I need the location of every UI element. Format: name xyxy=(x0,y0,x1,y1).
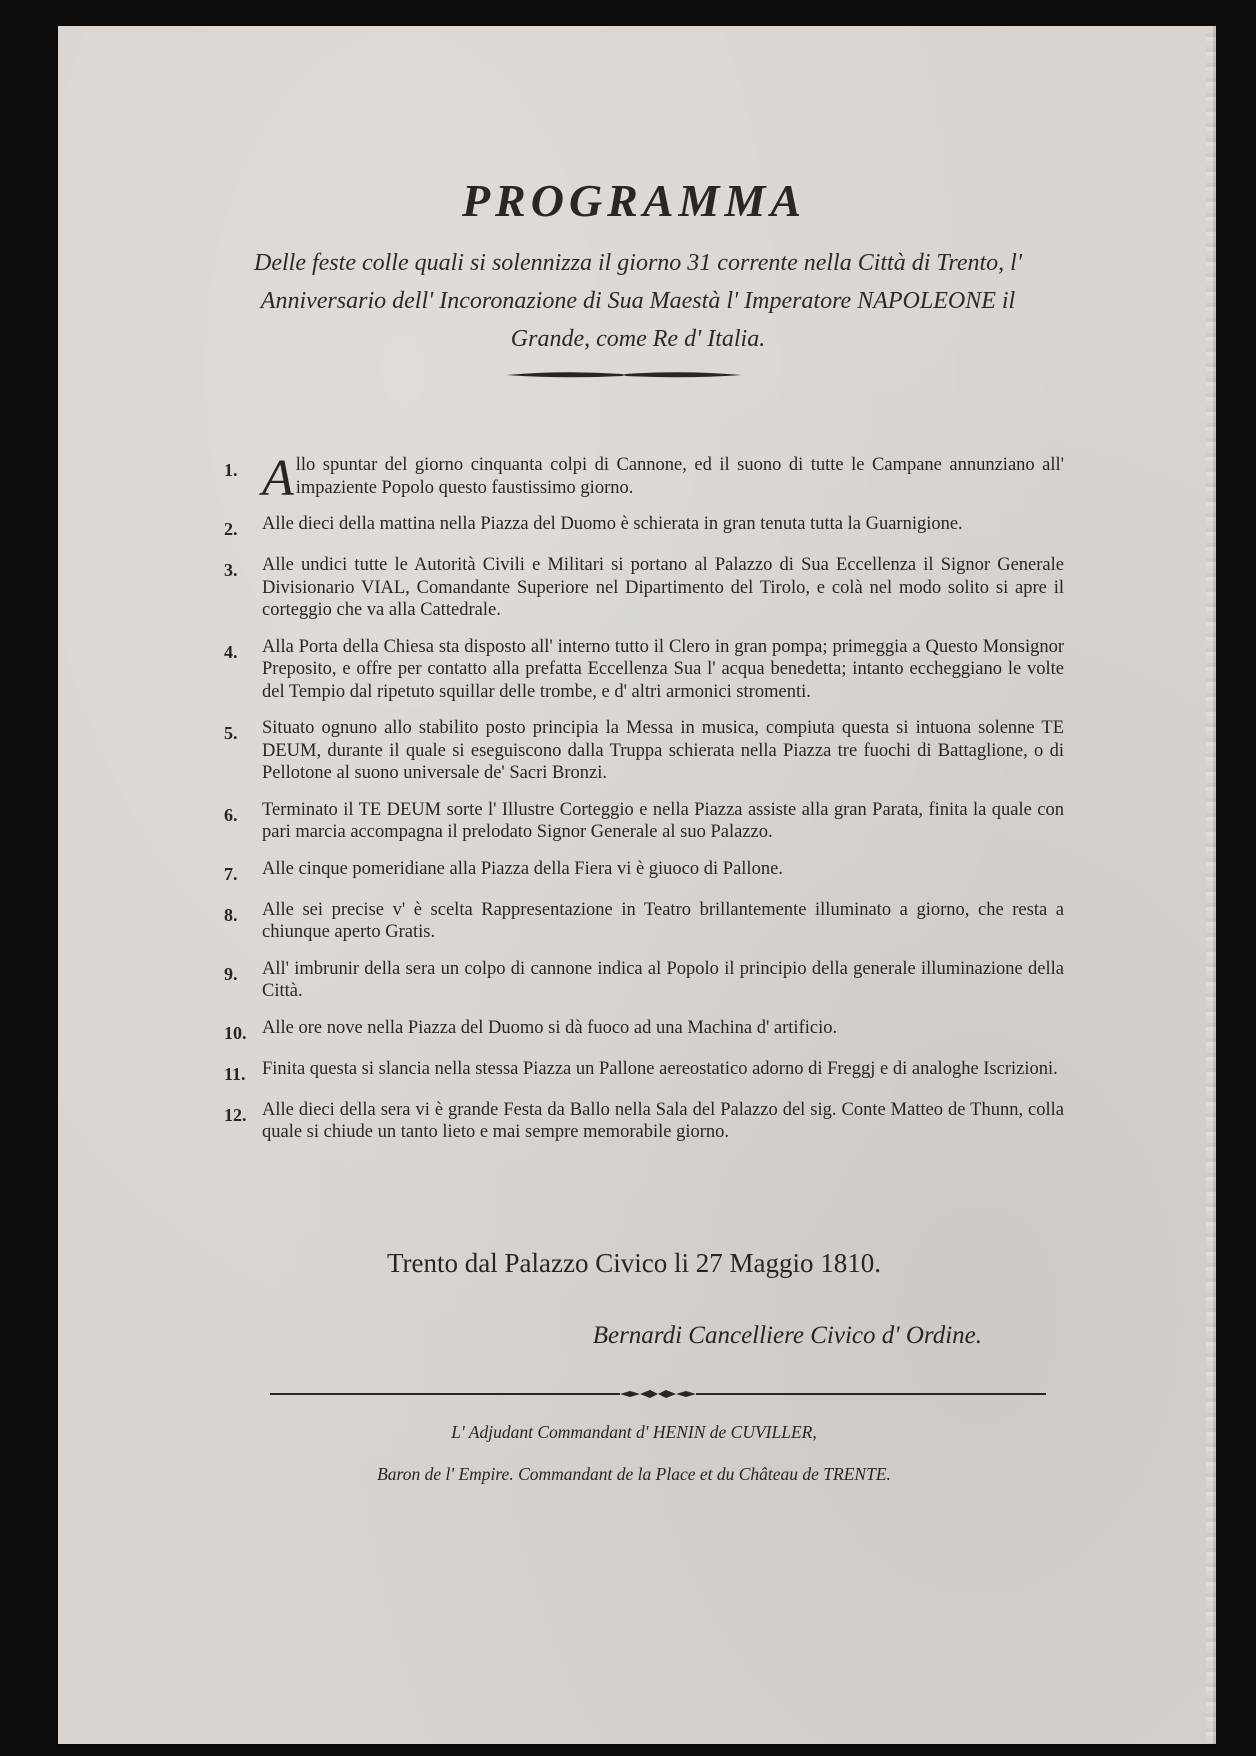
signature: Bernardi Cancelliere Civico d' Ordine. xyxy=(592,1322,982,1349)
program-item xyxy=(224,450,1064,507)
ornament-divider xyxy=(504,368,744,382)
document-sheet xyxy=(58,26,1213,1744)
program-item-number: 2. xyxy=(224,519,238,539)
program-item xyxy=(224,717,1064,785)
program-item xyxy=(224,958,1064,1003)
program-item-number: 11. xyxy=(224,1063,246,1084)
program-list xyxy=(224,450,1064,1158)
program-item-number: 4. xyxy=(224,641,238,662)
program-item xyxy=(224,1099,1064,1144)
footer-line-baron: Baron de l' Empire. Commandant de la Place et du Château de TRENTE. xyxy=(377,1464,891,1484)
program-item-number: 9. xyxy=(224,963,238,984)
program-item-number: 7. xyxy=(224,863,238,884)
document-subtitle: Delle feste colle quali si solennizza il giorno 31 corrente nella Città di Trento, l' Anniversario dell' Incoronazione di Sua Maestà l' Imperatore NAPOLEONE il Grande, come Re d' Italia. xyxy=(254,250,1022,352)
program-item-text: Alle ore nove nella Piazza del Duomo si dà fuoco ad una Machina d' artificio. xyxy=(262,1017,838,1038)
program-item xyxy=(224,899,1064,944)
program-item-text: Alle undici tutte le Autorità Civili e Militari si portano al Palazzo di Sua Eccellenza il Signor Generale Divisionario VIAL, Comandante Superiore nel Dipartimento del Tirolo, e colà nel modo solito si apre il corteggio che va alla Cattedrale. xyxy=(262,555,1064,620)
program-item xyxy=(224,799,1064,844)
program-item xyxy=(224,554,1064,622)
program-item-text: Alla Porta della Chiesa sta disposto all' interno tutto il Clero in gran pompa; primeggia a Questo Monsignor Preposito, e offre per contatto alla prefatta Eccellenza Sua l' acqua benedetta; intanto eccheggiano le volte del Tempio dal ripetuto squillar delle trombe, e d' altri armonici stromenti. xyxy=(262,636,1064,702)
program-item-number: 12. xyxy=(224,1104,247,1125)
program-item xyxy=(224,1058,1064,1085)
program-item-number: 3. xyxy=(224,560,238,580)
footer-line-commandant: L' Adjudant Commandant d' HENIN de CUVILLER, xyxy=(451,1422,817,1442)
program-item-text: Situato ognuno allo stabilito posto principia la Messa in musica, compiuta questa si intuona solenne TE DEUM, durante il quale si eseguiscono dalla Truppa schierata nella Piazza tre fuochi di Battaglione, o di Pellotone al suono universale de' Sacri Bronzi. xyxy=(262,718,1064,783)
program-item-body: llo spuntar del giorno cinquanta colpi di Cannone, ed il suono di tutte le Campane annunziano all' impaziente Popolo questo faustissimo giorno. xyxy=(295,455,1064,498)
program-item-number: 5. xyxy=(224,723,238,743)
program-item-text: Alle sei precise v' è scelta Rappresentazione in Teatro brillantemente illuminato a giorno, che resta a chiunque aperto Gratis. xyxy=(262,899,1064,942)
program-item-text: Alle dieci della sera vi è grande Festa da Ballo nella Sala del Palazzo del sig. Conte Matteo de Thunn, colla quale si chiude un tanto lieto e mai sempre memorabile giorno. xyxy=(262,1099,1064,1142)
program-item-text: Alle cinque pomeridiane alla Piazza della Fiera vi è giuoco di Pallone. xyxy=(262,858,783,879)
date-line: Trento dal Palazzo Civico li 27 Maggio 1810. xyxy=(387,1248,881,1278)
drop-cap: A xyxy=(262,450,294,507)
decorative-rule xyxy=(270,1388,1046,1400)
program-item-number: 10. xyxy=(224,1022,247,1043)
program-item xyxy=(224,858,1064,885)
document-title: PROGRAMMA xyxy=(461,175,807,226)
program-item xyxy=(224,513,1064,540)
program-item xyxy=(224,1017,1064,1044)
program-item-text: All' imbrunir della sera un colpo di cannone indica al Popolo il principio della generale illuminazione della Città. xyxy=(262,958,1064,1001)
program-item-number: 1. xyxy=(224,460,238,480)
program-item-number: 6. xyxy=(224,804,238,825)
program-item-number: 8. xyxy=(224,904,238,925)
program-item-text: Terminato il TE DEUM sorte l' Illustre Corteggio e nella Piazza assiste alla gran Parata, finita la quale con pari marcia accompagna il prelodato Signor Generale al suo Palazzo. xyxy=(262,799,1064,842)
program-item-text: Alle dieci della mattina nella Piazza del Duomo è schierata in gran tenuta tutta la Guarnigione. xyxy=(262,514,963,534)
program-item-text: Finita questa si slancia nella stessa Piazza un Pallone aereostatico adorno di Freggj e di analoghe Iscrizioni. xyxy=(262,1058,1058,1079)
program-item-text xyxy=(262,450,1064,507)
program-item xyxy=(224,636,1064,704)
